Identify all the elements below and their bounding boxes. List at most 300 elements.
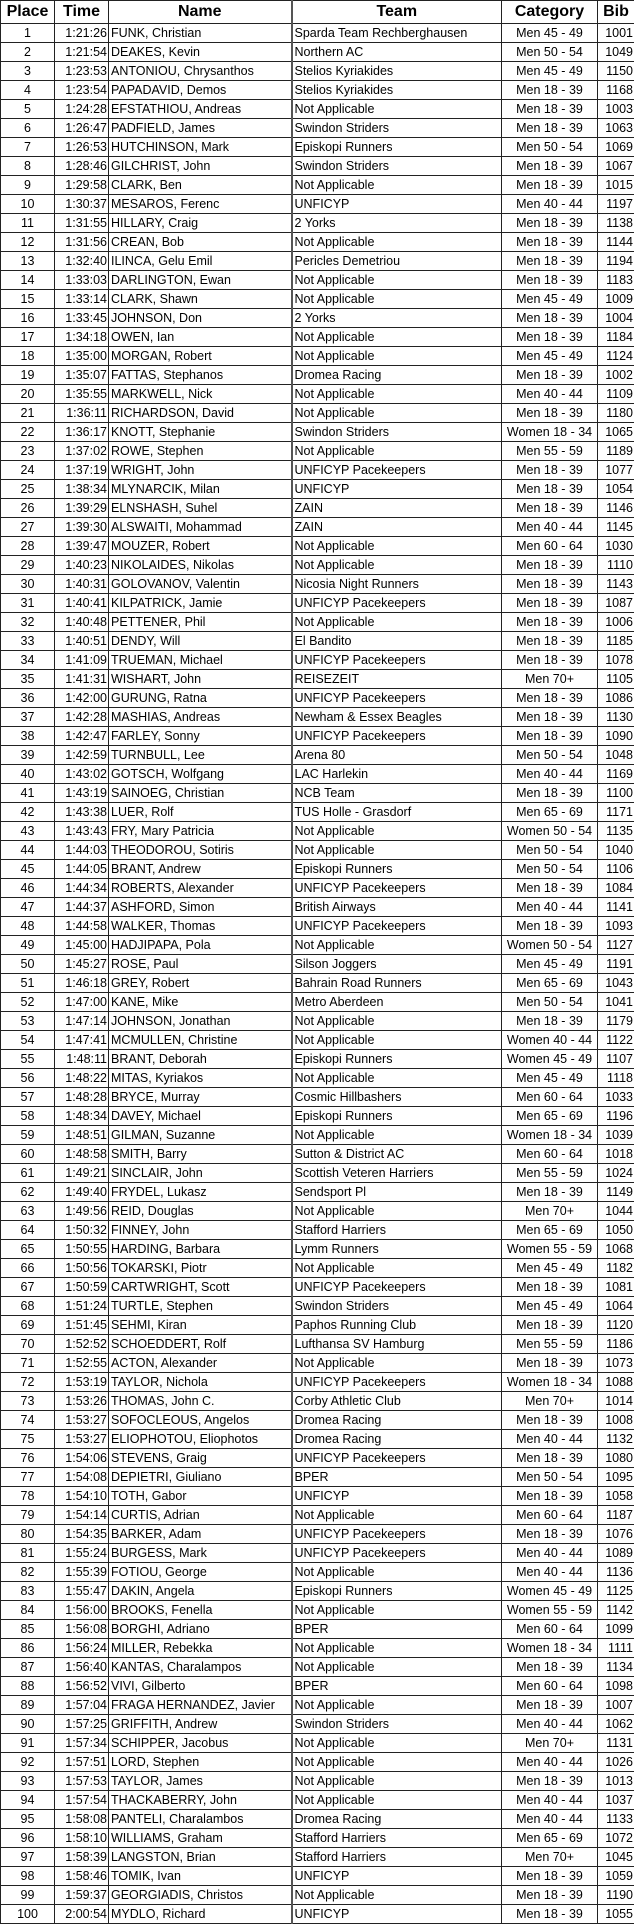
place-cell: 77 bbox=[1, 1468, 55, 1487]
runner-name-cell: CARTWRIGHT, Scott bbox=[109, 1278, 292, 1297]
bib-cell: 1171 bbox=[598, 803, 634, 822]
bib-cell: 1013 bbox=[598, 1772, 634, 1791]
place-cell: 35 bbox=[1, 670, 55, 689]
place-cell: 60 bbox=[1, 1145, 55, 1164]
category-cell: Men 18 - 39 bbox=[502, 1696, 598, 1715]
runner-name-cell: CLARK, Ben bbox=[109, 176, 292, 195]
runner-name-cell: GREY, Robert bbox=[109, 974, 292, 993]
table-row bbox=[1, 119, 634, 138]
bib-cell: 1026 bbox=[598, 1753, 634, 1772]
runner-name-cell: DEAKES, Kevin bbox=[109, 43, 292, 62]
team-cell: Not Applicable bbox=[292, 1696, 502, 1715]
place-cell: 87 bbox=[1, 1658, 55, 1677]
runner-name-cell: THOMAS, John C. bbox=[109, 1392, 292, 1411]
category-cell: Men 55 - 59 bbox=[502, 1164, 598, 1183]
time-cell: 1:54:35 bbox=[55, 1525, 109, 1544]
place-cell: 45 bbox=[1, 860, 55, 879]
runner-name-cell: MITAS, Kyriakos bbox=[109, 1069, 292, 1088]
team-cell: Sutton & District AC bbox=[292, 1145, 502, 1164]
table-row bbox=[1, 480, 634, 499]
place-cell: 97 bbox=[1, 1848, 55, 1867]
category-cell: Men 65 - 69 bbox=[502, 1221, 598, 1240]
table-row bbox=[1, 879, 634, 898]
time-cell: 1:43:19 bbox=[55, 784, 109, 803]
runner-name-cell: TOMIK, Ivan bbox=[109, 1867, 292, 1886]
runner-name-cell: THACKABERRY, John bbox=[109, 1791, 292, 1810]
table-row bbox=[1, 765, 634, 784]
place-cell: 74 bbox=[1, 1411, 55, 1430]
bib-cell: 1080 bbox=[598, 1449, 634, 1468]
category-cell: Men 18 - 39 bbox=[502, 879, 598, 898]
category-cell: Women 18 - 34 bbox=[502, 1639, 598, 1658]
place-cell: 4 bbox=[1, 81, 55, 100]
bib-cell: 1009 bbox=[598, 290, 634, 309]
place-cell: 13 bbox=[1, 252, 55, 271]
time-cell: 1:50:59 bbox=[55, 1278, 109, 1297]
team-cell: UNFICYP bbox=[292, 1867, 502, 1886]
team-cell: Not Applicable bbox=[292, 1886, 502, 1905]
category-cell: Men 18 - 39 bbox=[502, 632, 598, 651]
table-row bbox=[1, 1164, 634, 1183]
bib-cell: 1069 bbox=[598, 138, 634, 157]
bib-cell: 1063 bbox=[598, 119, 634, 138]
runner-name-cell: FUNK, Christian bbox=[109, 24, 292, 43]
table-row bbox=[1, 442, 634, 461]
place-cell: 37 bbox=[1, 708, 55, 727]
time-cell: 1:50:55 bbox=[55, 1240, 109, 1259]
place-cell: 88 bbox=[1, 1677, 55, 1696]
team-cell: Not Applicable bbox=[292, 1069, 502, 1088]
table-row bbox=[1, 993, 634, 1012]
team-cell: Sendsport Pl bbox=[292, 1183, 502, 1202]
time-cell: 1:30:37 bbox=[55, 195, 109, 214]
team-cell: Not Applicable bbox=[292, 233, 502, 252]
time-cell: 1:57:53 bbox=[55, 1772, 109, 1791]
time-cell: 1:50:32 bbox=[55, 1221, 109, 1240]
time-cell: 1:40:23 bbox=[55, 556, 109, 575]
category-cell: Men 40 - 44 bbox=[502, 1810, 598, 1829]
time-cell: 1:59:37 bbox=[55, 1886, 109, 1905]
place-cell: 12 bbox=[1, 233, 55, 252]
category-cell: Men 18 - 39 bbox=[502, 689, 598, 708]
category-cell: Men 18 - 39 bbox=[502, 1658, 598, 1677]
table-row bbox=[1, 1886, 634, 1905]
team-cell: Not Applicable bbox=[292, 822, 502, 841]
runner-name-cell: MCMULLEN, Christine bbox=[109, 1031, 292, 1050]
table-row bbox=[1, 1430, 634, 1449]
runner-name-cell: ASHFORD, Simon bbox=[109, 898, 292, 917]
place-cell: 75 bbox=[1, 1430, 55, 1449]
place-cell: 40 bbox=[1, 765, 55, 784]
time-cell: 1:58:10 bbox=[55, 1829, 109, 1848]
table-row bbox=[1, 575, 634, 594]
runner-name-cell: ILINCA, Gelu Emil bbox=[109, 252, 292, 271]
time-cell: 1:48:51 bbox=[55, 1126, 109, 1145]
table-row bbox=[1, 1506, 634, 1525]
team-cell: Not Applicable bbox=[292, 1639, 502, 1658]
place-cell: 95 bbox=[1, 1810, 55, 1829]
table-row bbox=[1, 1867, 634, 1886]
place-cell: 26 bbox=[1, 499, 55, 518]
team-cell: Corby Athletic Club bbox=[292, 1392, 502, 1411]
category-cell: Men 65 - 69 bbox=[502, 803, 598, 822]
category-cell: Men 18 - 39 bbox=[502, 461, 598, 480]
bib-cell: 1095 bbox=[598, 1468, 634, 1487]
place-cell: 71 bbox=[1, 1354, 55, 1373]
place-cell: 64 bbox=[1, 1221, 55, 1240]
bib-cell: 1039 bbox=[598, 1126, 634, 1145]
time-cell: 1:21:26 bbox=[55, 24, 109, 43]
table-row bbox=[1, 309, 634, 328]
team-cell: Northern AC bbox=[292, 43, 502, 62]
time-cell: 1:53:27 bbox=[55, 1430, 109, 1449]
place-cell: 50 bbox=[1, 955, 55, 974]
time-cell: 1:33:14 bbox=[55, 290, 109, 309]
team-cell: UNFICYP bbox=[292, 195, 502, 214]
bib-cell: 1191 bbox=[598, 955, 634, 974]
place-cell: 9 bbox=[1, 176, 55, 195]
time-cell: 1:55:24 bbox=[55, 1544, 109, 1563]
place-cell: 80 bbox=[1, 1525, 55, 1544]
runner-name-cell: MARKWELL, Nick bbox=[109, 385, 292, 404]
place-cell: 56 bbox=[1, 1069, 55, 1088]
team-cell: Not Applicable bbox=[292, 385, 502, 404]
table-row bbox=[1, 1259, 634, 1278]
category-cell: Men 18 - 39 bbox=[502, 1278, 598, 1297]
place-cell: 21 bbox=[1, 404, 55, 423]
team-cell: Not Applicable bbox=[292, 1791, 502, 1810]
time-cell: 1:36:11 bbox=[55, 404, 109, 423]
time-cell: 1:40:51 bbox=[55, 632, 109, 651]
category-cell: Men 60 - 64 bbox=[502, 537, 598, 556]
runner-name-cell: FRYDEL, Lukasz bbox=[109, 1183, 292, 1202]
team-cell: Not Applicable bbox=[292, 1506, 502, 1525]
bib-cell: 1041 bbox=[598, 993, 634, 1012]
team-cell: Swindon Striders bbox=[292, 1297, 502, 1316]
time-cell: 1:49:21 bbox=[55, 1164, 109, 1183]
time-cell: 1:34:18 bbox=[55, 328, 109, 347]
time-cell: 1:44:34 bbox=[55, 879, 109, 898]
place-cell: 84 bbox=[1, 1601, 55, 1620]
team-cell: Not Applicable bbox=[292, 328, 502, 347]
place-cell: 79 bbox=[1, 1506, 55, 1525]
time-cell: 2:00:54 bbox=[55, 1905, 109, 1924]
team-cell: UNFICYP Pacekeepers bbox=[292, 1525, 502, 1544]
header-bib[interactable]: Bib bbox=[598, 1, 634, 24]
table-row bbox=[1, 917, 634, 936]
place-cell: 11 bbox=[1, 214, 55, 233]
category-cell: Men 18 - 39 bbox=[502, 81, 598, 100]
runner-name-cell: HUTCHINSON, Mark bbox=[109, 138, 292, 157]
bib-cell: 1084 bbox=[598, 879, 634, 898]
time-cell: 1:54:06 bbox=[55, 1449, 109, 1468]
category-cell: Men 18 - 39 bbox=[502, 1449, 598, 1468]
time-cell: 1:35:00 bbox=[55, 347, 109, 366]
team-cell: Bahrain Road Runners bbox=[292, 974, 502, 993]
place-cell: 78 bbox=[1, 1487, 55, 1506]
bib-cell: 1197 bbox=[598, 195, 634, 214]
runner-name-cell: DEPIETRI, Giuliano bbox=[109, 1468, 292, 1487]
runner-name-cell: TURTLE, Stephen bbox=[109, 1297, 292, 1316]
bib-cell: 1008 bbox=[598, 1411, 634, 1430]
bib-cell: 1059 bbox=[598, 1867, 634, 1886]
table-row bbox=[1, 1373, 634, 1392]
category-cell: Men 18 - 39 bbox=[502, 917, 598, 936]
table-row bbox=[1, 803, 634, 822]
bib-cell: 1024 bbox=[598, 1164, 634, 1183]
table-row bbox=[1, 157, 634, 176]
runner-name-cell: BURGESS, Mark bbox=[109, 1544, 292, 1563]
table-row bbox=[1, 233, 634, 252]
header-name[interactable]: Name bbox=[109, 1, 292, 24]
place-cell: 8 bbox=[1, 157, 55, 176]
table-row bbox=[1, 1183, 634, 1202]
category-cell: Men 70+ bbox=[502, 1734, 598, 1753]
category-cell: Men 18 - 39 bbox=[502, 157, 598, 176]
time-cell: 1:48:22 bbox=[55, 1069, 109, 1088]
category-cell: Men 18 - 39 bbox=[502, 100, 598, 119]
place-cell: 92 bbox=[1, 1753, 55, 1772]
runner-name-cell: JOHNSON, Jonathan bbox=[109, 1012, 292, 1031]
table-row bbox=[1, 1791, 634, 1810]
time-cell: 1:41:09 bbox=[55, 651, 109, 670]
bib-cell: 1130 bbox=[598, 708, 634, 727]
time-cell: 1:51:45 bbox=[55, 1316, 109, 1335]
runner-name-cell: THEODOROU, Sotiris bbox=[109, 841, 292, 860]
table-row bbox=[1, 328, 634, 347]
place-cell: 76 bbox=[1, 1449, 55, 1468]
team-cell: Pericles Demetriou bbox=[292, 252, 502, 271]
bib-cell: 1179 bbox=[598, 1012, 634, 1031]
bib-cell: 1185 bbox=[598, 632, 634, 651]
runner-name-cell: STEVENS, Graig bbox=[109, 1449, 292, 1468]
place-cell: 38 bbox=[1, 727, 55, 746]
team-cell: UNFICYP Pacekeepers bbox=[292, 1544, 502, 1563]
bib-cell: 1014 bbox=[598, 1392, 634, 1411]
time-cell: 1:44:37 bbox=[55, 898, 109, 917]
runner-name-cell: HARDING, Barbara bbox=[109, 1240, 292, 1259]
team-cell: UNFICYP Pacekeepers bbox=[292, 651, 502, 670]
table-row bbox=[1, 252, 634, 271]
category-cell: Men 60 - 64 bbox=[502, 1506, 598, 1525]
time-cell: 1:51:24 bbox=[55, 1297, 109, 1316]
time-cell: 1:48:11 bbox=[55, 1050, 109, 1069]
bib-cell: 1058 bbox=[598, 1487, 634, 1506]
place-cell: 27 bbox=[1, 518, 55, 537]
time-cell: 1:36:17 bbox=[55, 423, 109, 442]
time-cell: 1:47:00 bbox=[55, 993, 109, 1012]
category-cell: Men 70+ bbox=[502, 1202, 598, 1221]
runner-name-cell: FARLEY, Sonny bbox=[109, 727, 292, 746]
header-category[interactable]: Category bbox=[502, 1, 598, 24]
place-cell: 22 bbox=[1, 423, 55, 442]
time-cell: 1:31:55 bbox=[55, 214, 109, 233]
time-cell: 1:41:31 bbox=[55, 670, 109, 689]
runner-name-cell: MESAROS, Ferenc bbox=[109, 195, 292, 214]
bib-cell: 1006 bbox=[598, 613, 634, 632]
table-row bbox=[1, 1354, 634, 1373]
runner-name-cell: ROSE, Paul bbox=[109, 955, 292, 974]
place-cell: 62 bbox=[1, 1183, 55, 1202]
time-cell: 1:35:55 bbox=[55, 385, 109, 404]
team-cell: Episkopi Runners bbox=[292, 1107, 502, 1126]
bib-cell: 1064 bbox=[598, 1297, 634, 1316]
runner-name-cell: ALSWAITI, Mohammad bbox=[109, 518, 292, 537]
table-row bbox=[1, 1753, 634, 1772]
header-row bbox=[1, 1, 634, 24]
table-row bbox=[1, 176, 634, 195]
bib-cell: 1127 bbox=[598, 936, 634, 955]
team-cell: NCB Team bbox=[292, 784, 502, 803]
category-cell: Men 18 - 39 bbox=[502, 1183, 598, 1202]
team-cell: Not Applicable bbox=[292, 347, 502, 366]
category-cell: Men 18 - 39 bbox=[502, 784, 598, 803]
time-cell: 1:54:10 bbox=[55, 1487, 109, 1506]
team-cell: Not Applicable bbox=[292, 1772, 502, 1791]
place-cell: 33 bbox=[1, 632, 55, 651]
time-cell: 1:42:47 bbox=[55, 727, 109, 746]
bib-cell: 1168 bbox=[598, 81, 634, 100]
place-cell: 16 bbox=[1, 309, 55, 328]
bib-cell: 1081 bbox=[598, 1278, 634, 1297]
category-cell: Men 50 - 54 bbox=[502, 860, 598, 879]
runner-name-cell: MLYNARCIK, Milan bbox=[109, 480, 292, 499]
runner-name-cell: ANTONIOU, Chrysanthos bbox=[109, 62, 292, 81]
bib-cell: 1090 bbox=[598, 727, 634, 746]
team-cell: UNFICYP bbox=[292, 1905, 502, 1924]
bib-cell: 1086 bbox=[598, 689, 634, 708]
table-row bbox=[1, 955, 634, 974]
bib-cell: 1093 bbox=[598, 917, 634, 936]
team-cell: Scottish Veteren Harriers bbox=[292, 1164, 502, 1183]
time-cell: 1:48:28 bbox=[55, 1088, 109, 1107]
team-cell: UNFICYP Pacekeepers bbox=[292, 594, 502, 613]
table-row bbox=[1, 499, 634, 518]
bib-cell: 1049 bbox=[598, 43, 634, 62]
category-cell: Men 18 - 39 bbox=[502, 708, 598, 727]
table-row bbox=[1, 1525, 634, 1544]
bib-cell: 1135 bbox=[598, 822, 634, 841]
table-row bbox=[1, 385, 634, 404]
runner-name-cell: LUER, Rolf bbox=[109, 803, 292, 822]
place-cell: 61 bbox=[1, 1164, 55, 1183]
runner-name-cell: SEHMI, Kiran bbox=[109, 1316, 292, 1335]
category-cell: Men 70+ bbox=[502, 670, 598, 689]
time-cell: 1:57:34 bbox=[55, 1734, 109, 1753]
time-cell: 1:53:19 bbox=[55, 1373, 109, 1392]
table-row bbox=[1, 214, 634, 233]
time-cell: 1:46:18 bbox=[55, 974, 109, 993]
runner-name-cell: TAYLOR, Nichola bbox=[109, 1373, 292, 1392]
place-cell: 2 bbox=[1, 43, 55, 62]
runner-name-cell: MILLER, Rebekka bbox=[109, 1639, 292, 1658]
runner-name-cell: TRUEMAN, Michael bbox=[109, 651, 292, 670]
runner-name-cell: BRANT, Andrew bbox=[109, 860, 292, 879]
place-cell: 55 bbox=[1, 1050, 55, 1069]
bib-cell: 1088 bbox=[598, 1373, 634, 1392]
table-row bbox=[1, 271, 634, 290]
bib-cell: 1002 bbox=[598, 366, 634, 385]
place-cell: 30 bbox=[1, 575, 55, 594]
bib-cell: 1065 bbox=[598, 423, 634, 442]
place-cell: 66 bbox=[1, 1259, 55, 1278]
bib-cell: 1180 bbox=[598, 404, 634, 423]
place-cell: 69 bbox=[1, 1316, 55, 1335]
runner-name-cell: BRANT, Deborah bbox=[109, 1050, 292, 1069]
header-place[interactable]: Place bbox=[1, 1, 55, 24]
runner-name-cell: GOTSCH, Wolfgang bbox=[109, 765, 292, 784]
bib-cell: 1004 bbox=[598, 309, 634, 328]
place-cell: 15 bbox=[1, 290, 55, 309]
bib-cell: 1067 bbox=[598, 157, 634, 176]
place-cell: 91 bbox=[1, 1734, 55, 1753]
bib-cell: 1146 bbox=[598, 499, 634, 518]
place-cell: 98 bbox=[1, 1867, 55, 1886]
place-cell: 17 bbox=[1, 328, 55, 347]
category-cell: Men 18 - 39 bbox=[502, 271, 598, 290]
runner-name-cell: FINNEY, John bbox=[109, 1221, 292, 1240]
category-cell: Men 18 - 39 bbox=[502, 1354, 598, 1373]
place-cell: 49 bbox=[1, 936, 55, 955]
bib-cell: 1055 bbox=[598, 1905, 634, 1924]
table-row bbox=[1, 404, 634, 423]
time-cell: 1:33:45 bbox=[55, 309, 109, 328]
team-cell: Not Applicable bbox=[292, 1259, 502, 1278]
category-cell: Men 40 - 44 bbox=[502, 1791, 598, 1810]
bib-cell: 1044 bbox=[598, 1202, 634, 1221]
team-cell: TUS Holle - Grasdorf bbox=[292, 803, 502, 822]
bib-cell: 1078 bbox=[598, 651, 634, 670]
header-time[interactable]: Time bbox=[55, 1, 109, 24]
bib-cell: 1118 bbox=[598, 1069, 634, 1088]
category-cell: Men 40 - 44 bbox=[502, 1430, 598, 1449]
bib-cell: 1124 bbox=[598, 347, 634, 366]
time-cell: 1:56:00 bbox=[55, 1601, 109, 1620]
team-cell: Dromea Racing bbox=[292, 366, 502, 385]
time-cell: 1:49:40 bbox=[55, 1183, 109, 1202]
runner-name-cell: TURNBULL, Lee bbox=[109, 746, 292, 765]
place-cell: 23 bbox=[1, 442, 55, 461]
time-cell: 1:55:47 bbox=[55, 1582, 109, 1601]
category-cell: Men 18 - 39 bbox=[502, 1905, 598, 1924]
category-cell: Men 18 - 39 bbox=[502, 328, 598, 347]
runner-name-cell: MORGAN, Robert bbox=[109, 347, 292, 366]
table-row bbox=[1, 1297, 634, 1316]
runner-name-cell: SOFOCLEOUS, Angelos bbox=[109, 1411, 292, 1430]
place-cell: 43 bbox=[1, 822, 55, 841]
category-cell: Men 18 - 39 bbox=[502, 252, 598, 271]
category-cell: Men 65 - 69 bbox=[502, 974, 598, 993]
team-cell: Newham & Essex Beagles bbox=[292, 708, 502, 727]
team-cell: REISEZEIT bbox=[292, 670, 502, 689]
place-cell: 36 bbox=[1, 689, 55, 708]
place-cell: 93 bbox=[1, 1772, 55, 1791]
time-cell: 1:37:19 bbox=[55, 461, 109, 480]
runner-name-cell: OWEN, Ian bbox=[109, 328, 292, 347]
category-cell: Men 18 - 39 bbox=[502, 651, 598, 670]
place-cell: 86 bbox=[1, 1639, 55, 1658]
header-team[interactable]: Team bbox=[292, 1, 502, 24]
table-row bbox=[1, 290, 634, 309]
team-cell: Not Applicable bbox=[292, 442, 502, 461]
category-cell: Men 40 - 44 bbox=[502, 765, 598, 784]
team-cell: Swindon Striders bbox=[292, 1715, 502, 1734]
place-cell: 73 bbox=[1, 1392, 55, 1411]
runner-name-cell: TAYLOR, James bbox=[109, 1772, 292, 1791]
bib-cell: 1105 bbox=[598, 670, 634, 689]
category-cell: Men 45 - 49 bbox=[502, 1297, 598, 1316]
bib-cell: 1125 bbox=[598, 1582, 634, 1601]
